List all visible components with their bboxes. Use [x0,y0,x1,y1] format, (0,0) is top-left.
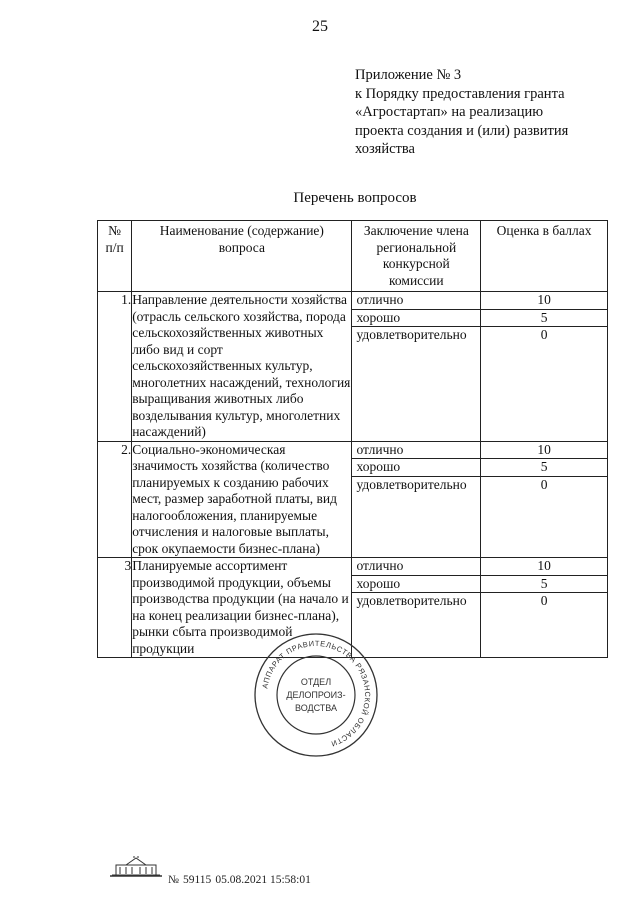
score-value: 0 [540,327,548,342]
conclusion-option: удовлетворительно [356,327,467,342]
appendix-line: проекта создания и (или) развития [355,122,569,139]
score-value: 10 [481,442,607,460]
question-text: Направление деятельности хозяйства (отрасль сельского хозяйства, порода сельскохозяйственных животных либо вид и сорт сельскохозяйственных культур, многолетних насаждений, технология выращивания животных либо возделывания культур, многолетних насаждений) [132,292,351,439]
appendix-heading [355,66,625,159]
conclusion-option: отлично [352,558,480,576]
registration-stamp [168,874,315,886]
score-value: 5 [481,576,607,594]
score-value: 10 [481,558,607,576]
row-number: 2. [98,441,132,558]
score-value: 5 [481,310,607,328]
score-options [481,441,608,558]
table-row [98,441,608,558]
conclusion-option: хорошо [352,310,480,328]
appendix-line: к Порядку предоставления гранта [355,85,565,102]
conclusion-options [352,441,481,558]
conclusion-options [352,292,481,442]
conclusion-option: удовлетворительно [356,476,467,492]
conclusion-option: отлично [352,442,480,460]
office-stamp [253,632,379,758]
reg-date: 05.08.2021 15:58:01 [215,874,311,886]
score-options [481,558,608,658]
questions-table [97,220,608,658]
score-value: 0 [540,476,548,492]
appendix-line: хозяйства [355,141,415,157]
table-row [98,292,608,442]
score-value: 10 [481,292,607,310]
table-header-row [98,221,608,292]
conclusion-option: удовлетворительно [356,593,467,608]
conclusion-option: хорошо [352,576,480,594]
score-options [481,292,608,442]
reg-number: 59115 [182,874,212,886]
stamp-center-line: ДЕЛОПРОИЗ- [286,690,346,700]
building-logo-icon [108,855,164,877]
row-number: 1. [98,292,132,442]
header-score: Оценка в баллах [481,221,608,292]
stamp-ring-text: АППАРАТ ПРАВИТЕЛЬСТВА РЯЗАНСКОЙ ОБЛАСТИ [260,638,373,749]
row-number: 3 [98,558,132,658]
score-value: 5 [481,459,607,477]
header-num: № п/п [98,221,132,292]
score-value: 0 [540,593,548,608]
list-title: Перечень вопросов [293,190,417,206]
appendix-line: «Агростартап» на реализацию [355,104,544,120]
question-text: Социально-экономическая значимость хозяйства (количество планируемых к созданию рабочих мест, размер заработной платы, вид налогообложения, планируемые отчисления и налоговые выплаты, срок окупаемости бизнес-плана) [132,441,352,558]
stamp-center-line: ОТДЕЛ [300,677,332,687]
stamp-center-line: ВОДСТВА [294,703,338,713]
reg-symbol: № [168,874,179,886]
conclusion-option: хорошо [352,459,480,477]
page-number: 25 [312,18,328,35]
header-conclusion: Заключение члена региональной конкурсной комиссии [352,221,481,292]
question-text: Планируемые ассортимент производимой продукции, объемы производства продукции (на начало и на конец реализации бизнес-плана), рынки сбыта производимой продукции [132,558,352,658]
conclusion-option: отлично [352,292,480,310]
appendix-line: Приложение № 3 [355,67,462,83]
header-name: Наименование (содержание) вопроса [132,221,352,292]
